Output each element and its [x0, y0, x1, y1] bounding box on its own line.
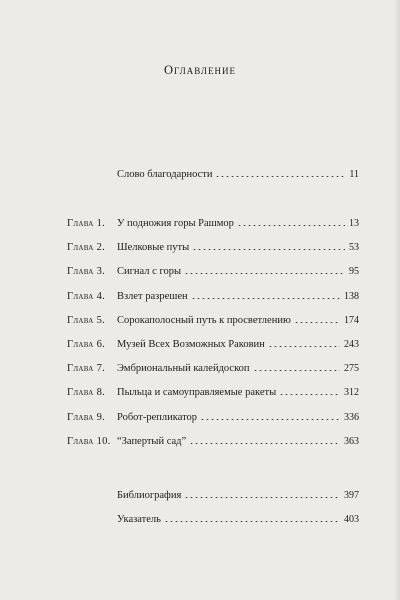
toc-entry-page: 13 — [349, 218, 359, 229]
toc-entry-title: У подножия горы Рашмор — [117, 218, 234, 229]
dot-leader — [294, 322, 340, 323]
chapter-label: Глава 7. — [67, 363, 106, 374]
toc-entry-page: 363 — [344, 436, 359, 447]
dot-leader — [279, 394, 340, 395]
toc-entry-body — [117, 290, 359, 304]
toc-entry-page: 275 — [344, 363, 359, 374]
chapter-label: Глава 2. — [67, 242, 106, 253]
dot-leader — [268, 346, 340, 347]
dot-leader — [215, 176, 345, 177]
toc-entry-body — [117, 314, 359, 328]
toc-entry-body — [117, 513, 359, 527]
dot-leader — [200, 419, 340, 420]
toc-entry-title: Сорокаполосный путь к просветлению — [117, 315, 291, 326]
toc-entry-title: Робот-репликатор — [117, 412, 198, 423]
dot-leader — [253, 370, 340, 371]
toc-entry-body — [117, 168, 359, 182]
toc-entry-title: Музей Всех Возможных Раковин — [117, 339, 265, 350]
toc-entry-body — [117, 411, 359, 425]
toc-entry-body — [117, 338, 359, 352]
dot-leader — [184, 497, 340, 498]
chapter-label: Глава 4. — [67, 291, 106, 302]
toc-entry-page: 95 — [349, 266, 359, 277]
toc-entry-page: 243 — [344, 339, 359, 350]
toc-entry-body — [117, 386, 359, 400]
toc-entry-body — [117, 217, 359, 231]
toc-entry-title: Слово благодарности — [117, 169, 213, 180]
toc-entry-page: 397 — [344, 490, 359, 501]
chapter-label: Глава 5. — [67, 315, 106, 326]
chapter-label: Глава 8. — [67, 387, 106, 398]
toc-entry-page: 403 — [344, 514, 359, 525]
toc-entry-title: Взлет разрешен — [117, 291, 188, 302]
toc-entry-title: Библиография — [117, 490, 182, 501]
toc-entry-body — [117, 265, 359, 279]
toc-entry-body — [117, 489, 359, 503]
toc-entry-title: Эмбриональный калейдоскоп — [117, 363, 250, 374]
toc-entry-title: “Запертый сад” — [117, 436, 187, 447]
toc-entry-page: 174 — [344, 315, 359, 326]
toc-entry-body — [117, 435, 359, 449]
chapter-label: Глава 3. — [67, 266, 106, 277]
chapter-label: Глава 6. — [67, 339, 106, 350]
chapter-label: Глава 9. — [67, 412, 106, 423]
dot-leader — [191, 298, 340, 299]
dot-leader — [192, 249, 345, 250]
dot-leader — [189, 443, 340, 444]
toc-entry-title: Указатель — [117, 514, 161, 525]
chapter-label: Глава 1. — [67, 218, 106, 229]
chapter-label: Глава 10. — [67, 436, 111, 447]
page-title: Оглавление — [164, 63, 236, 77]
toc-entry-body — [117, 362, 359, 376]
toc-entry-page: 53 — [349, 242, 359, 253]
toc-entry-page: 138 — [344, 291, 359, 302]
toc-entry-body — [117, 241, 359, 255]
toc-entry-title: Пыльца и самоуправляемые ракеты — [117, 387, 277, 398]
toc-entry-page: 312 — [344, 387, 359, 398]
toc-entry-title: Сигнал с горы — [117, 266, 182, 277]
toc-entry-page: 336 — [344, 412, 359, 423]
toc-entry-title: Шелковые путы — [117, 242, 190, 253]
dot-leader — [184, 273, 345, 274]
toc-entry-page: 11 — [349, 169, 359, 180]
dot-leader — [164, 521, 340, 522]
dot-leader — [237, 225, 345, 226]
